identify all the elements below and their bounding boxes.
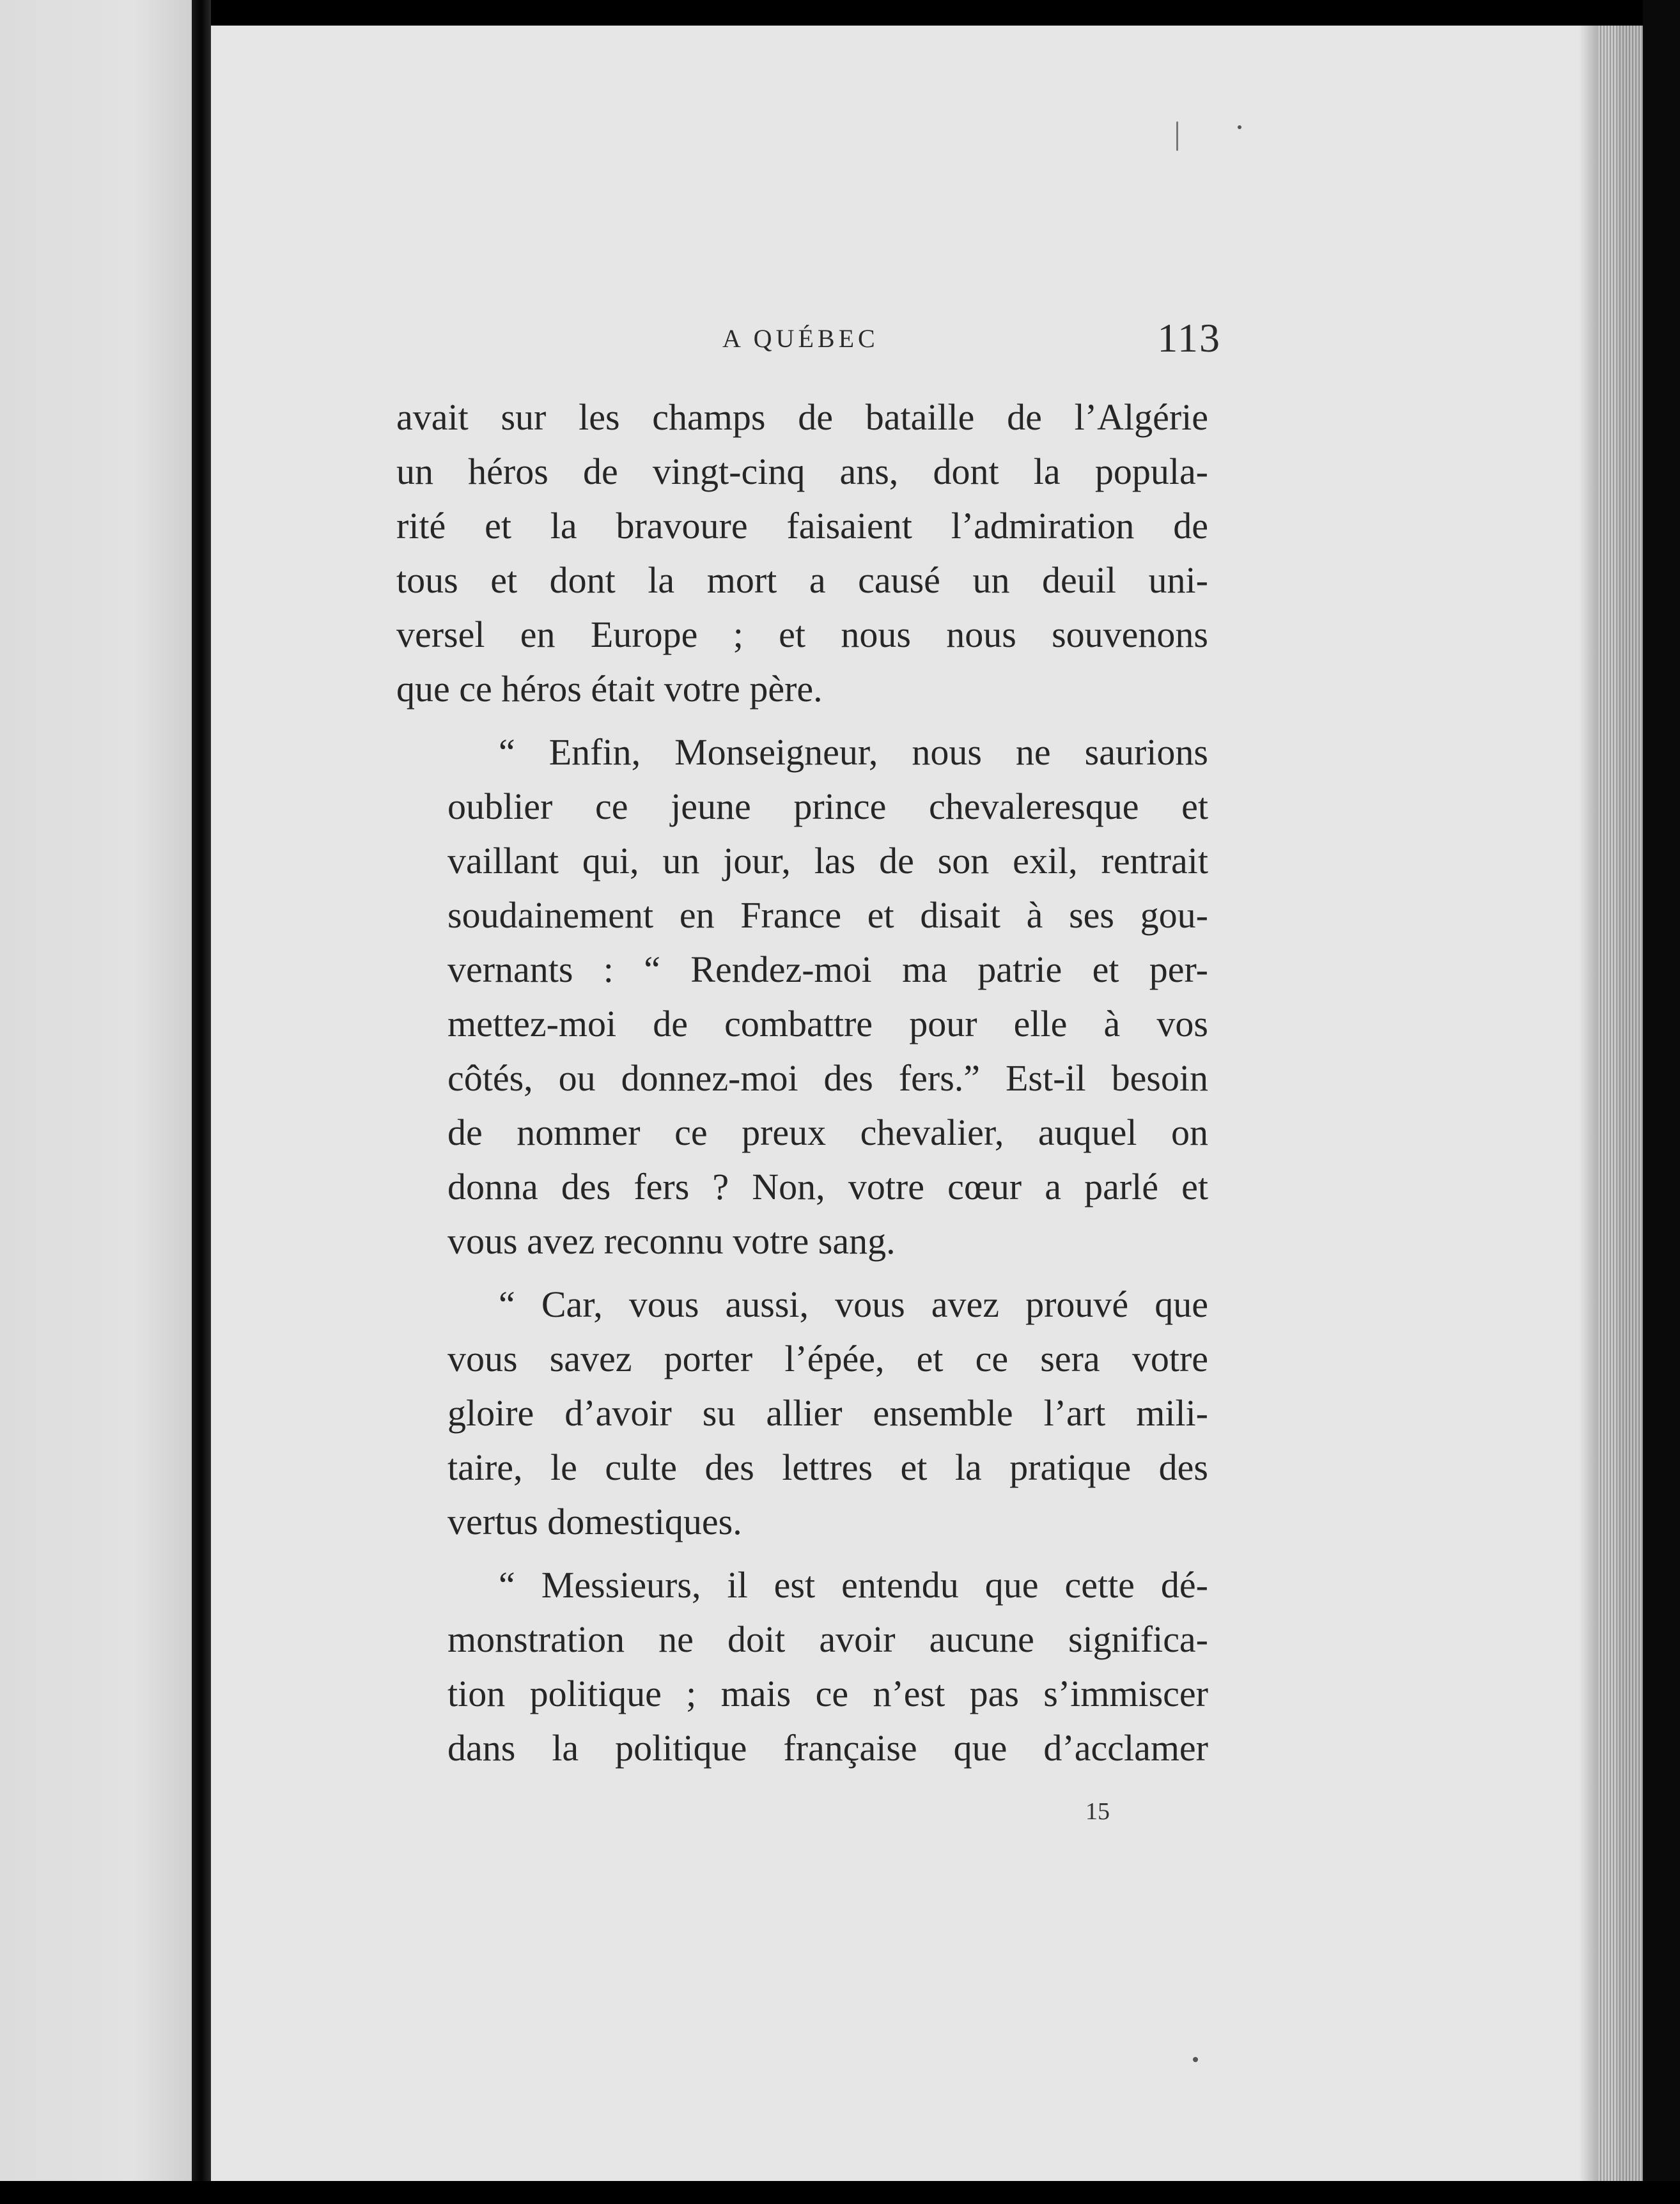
text-line: “ Enfin, Monseigneur, nous ne saurions <box>499 731 1208 773</box>
text-line: un héros de vingt-cinq ans, dont la popula- <box>396 451 1208 492</box>
text-line: de nommer ce preux chevalier, auquel on <box>447 1112 1208 1153</box>
paragraph-2 <box>396 725 1208 1268</box>
book-fore-edge <box>1598 26 1643 2181</box>
text-line: tion politique ; mais ce n’est pas s’immiscer <box>447 1673 1208 1714</box>
page-edge-shadow <box>1579 26 1601 2181</box>
text-line: vaillant qui, un jour, las de son exil, rentrait <box>447 840 1208 881</box>
text-line: rité et la bravoure faisaient l’admiration de <box>396 505 1208 547</box>
scan-speck <box>1176 121 1178 151</box>
text-line: dans la politique française que d’acclamer <box>447 1727 1208 1769</box>
text-line: tous et dont la mort a causé un deuil uni- <box>396 559 1208 601</box>
scan-speck <box>1238 125 1241 129</box>
text-line: mettez-moi de combattre pour elle à vos <box>447 1003 1208 1044</box>
text-line: vernants : “ Rendez-moi ma patrie et per- <box>447 949 1208 990</box>
text-line: avait sur les champs de bataille de l’Algérie <box>396 396 1208 438</box>
text-line: oublier ce jeune prince chevaleresque et <box>447 786 1208 827</box>
signature-mark: 15 <box>1085 1798 1110 1825</box>
scan-border-right <box>1643 0 1680 2204</box>
text-line: taire, le culte des lettres et la pratique des <box>447 1447 1208 1488</box>
paragraph-3 <box>396 1277 1208 1549</box>
text-line: monstration ne doit avoir aucune significa- <box>447 1618 1208 1660</box>
text-line: donna des fers ? Non, votre cœur a parlé et <box>447 1166 1208 1207</box>
text-line: soudainement en France et disait à ses gou- <box>447 894 1208 936</box>
text-line: vertus domestiques. <box>447 1501 742 1542</box>
paragraph-4 <box>396 1558 1208 1775</box>
text-line: “ Car, vous aussi, vous avez prouvé que <box>499 1284 1208 1325</box>
scan-speck <box>1193 2057 1198 2062</box>
text-line: vous savez porter l’épée, et ce sera votre <box>447 1338 1208 1379</box>
body-text <box>396 390 1208 1775</box>
text-line: gloire d’avoir su allier ensemble l’art mili- <box>447 1392 1208 1434</box>
text-line: versel en Europe ; et nous nous souvenons <box>396 614 1208 655</box>
running-head <box>403 312 1221 363</box>
text-line: côtés, ou donnez-moi des fers.” Est-il besoin <box>447 1057 1208 1099</box>
text-line: “ Messieurs, il est entendu que cette dé- <box>499 1564 1208 1606</box>
paragraph-1 <box>396 390 1208 716</box>
running-head-title: A QUÉBEC <box>722 324 879 353</box>
scan-border-bottom <box>0 2181 1680 2204</box>
page-number: 113 <box>1157 315 1221 361</box>
text-line: que ce héros était votre père. <box>396 668 823 710</box>
facing-page-left <box>0 0 192 2204</box>
scan-border-top <box>211 0 1680 26</box>
book-gutter <box>192 0 211 2204</box>
text-line: vous avez reconnu votre sang. <box>447 1220 896 1262</box>
